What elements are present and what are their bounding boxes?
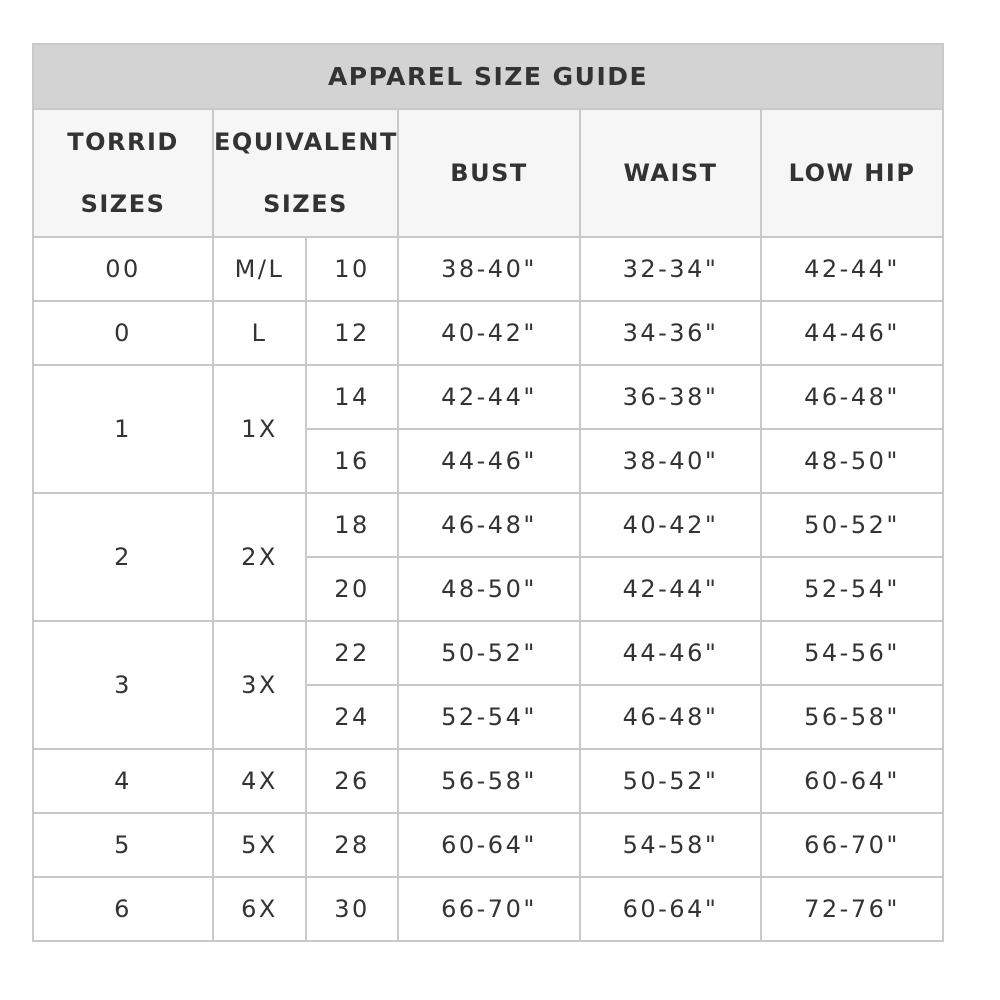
title-row	[33, 44, 943, 109]
low-hip-cell: 44-46"	[761, 301, 943, 365]
table-row	[33, 237, 943, 301]
torrid-size-cell: 0	[33, 301, 213, 365]
size-guide-table	[32, 43, 944, 942]
equivalent-number-cell: 16	[306, 429, 398, 493]
low-hip-cell: 50-52"	[761, 493, 943, 557]
header-torrid-line2: SIZES	[80, 190, 166, 218]
low-hip-cell: 42-44"	[761, 237, 943, 301]
equivalent-letter-cell: 3X	[213, 621, 306, 749]
equivalent-number-cell: 10	[306, 237, 398, 301]
low-hip-cell: 46-48"	[761, 365, 943, 429]
low-hip-cell: 52-54"	[761, 557, 943, 621]
equivalent-letter-cell: 1X	[213, 365, 306, 493]
low-hip-cell: 66-70"	[761, 813, 943, 877]
waist-cell: 36-38"	[580, 365, 761, 429]
bust-cell: 50-52"	[398, 621, 580, 685]
bust-cell: 38-40"	[398, 237, 580, 301]
bust-cell: 52-54"	[398, 685, 580, 749]
bust-cell: 40-42"	[398, 301, 580, 365]
equivalent-letter-cell: L	[213, 301, 306, 365]
header-low-hip: LOW HIP	[761, 109, 943, 237]
header-equivalent-line2: SIZES	[263, 190, 348, 218]
equivalent-number-cell: 24	[306, 685, 398, 749]
waist-cell: 54-58"	[580, 813, 761, 877]
table-row	[33, 621, 943, 685]
low-hip-cell: 56-58"	[761, 685, 943, 749]
waist-cell: 44-46"	[580, 621, 761, 685]
equivalent-number-cell: 30	[306, 877, 398, 941]
bust-cell: 56-58"	[398, 749, 580, 813]
equivalent-letter-cell: 6X	[213, 877, 306, 941]
header-waist: WAIST	[580, 109, 761, 237]
waist-cell: 32-34"	[580, 237, 761, 301]
waist-cell: 40-42"	[580, 493, 761, 557]
bust-cell: 44-46"	[398, 429, 580, 493]
equivalent-letter-cell: 4X	[213, 749, 306, 813]
table-row	[33, 813, 943, 877]
table-row	[33, 493, 943, 557]
header-bust: BUST	[398, 109, 580, 237]
equivalent-number-cell: 18	[306, 493, 398, 557]
low-hip-cell: 72-76"	[761, 877, 943, 941]
table-row	[33, 749, 943, 813]
bust-cell: 42-44"	[398, 365, 580, 429]
equivalent-number-cell: 20	[306, 557, 398, 621]
waist-cell: 42-44"	[580, 557, 761, 621]
waist-cell: 50-52"	[580, 749, 761, 813]
torrid-size-cell: 1	[33, 365, 213, 493]
torrid-size-cell: 2	[33, 493, 213, 621]
equivalent-letter-cell: M/L	[213, 237, 306, 301]
header-equivalent-line1: EQUIVALENT	[214, 128, 398, 156]
table-title: APPAREL SIZE GUIDE	[33, 44, 943, 109]
header-torrid-sizes	[33, 109, 213, 237]
low-hip-cell: 48-50"	[761, 429, 943, 493]
header-torrid-line1: TORRID	[67, 128, 179, 156]
waist-cell: 38-40"	[580, 429, 761, 493]
equivalent-number-cell: 12	[306, 301, 398, 365]
header-row	[33, 109, 943, 237]
bust-cell: 46-48"	[398, 493, 580, 557]
bust-cell: 60-64"	[398, 813, 580, 877]
torrid-size-cell: 6	[33, 877, 213, 941]
torrid-size-cell: 4	[33, 749, 213, 813]
bust-cell: 66-70"	[398, 877, 580, 941]
header-equivalent-sizes	[213, 109, 398, 237]
equivalent-number-cell: 26	[306, 749, 398, 813]
table-body	[33, 237, 943, 941]
table-row	[33, 365, 943, 429]
equivalent-letter-cell: 5X	[213, 813, 306, 877]
table-row	[33, 301, 943, 365]
equivalent-number-cell: 14	[306, 365, 398, 429]
bust-cell: 48-50"	[398, 557, 580, 621]
torrid-size-cell: 3	[33, 621, 213, 749]
low-hip-cell: 60-64"	[761, 749, 943, 813]
torrid-size-cell: 5	[33, 813, 213, 877]
torrid-size-cell: 00	[33, 237, 213, 301]
equivalent-number-cell: 28	[306, 813, 398, 877]
equivalent-letter-cell: 2X	[213, 493, 306, 621]
waist-cell: 60-64"	[580, 877, 761, 941]
equivalent-number-cell: 22	[306, 621, 398, 685]
waist-cell: 34-36"	[580, 301, 761, 365]
table-row	[33, 877, 943, 941]
low-hip-cell: 54-56"	[761, 621, 943, 685]
waist-cell: 46-48"	[580, 685, 761, 749]
